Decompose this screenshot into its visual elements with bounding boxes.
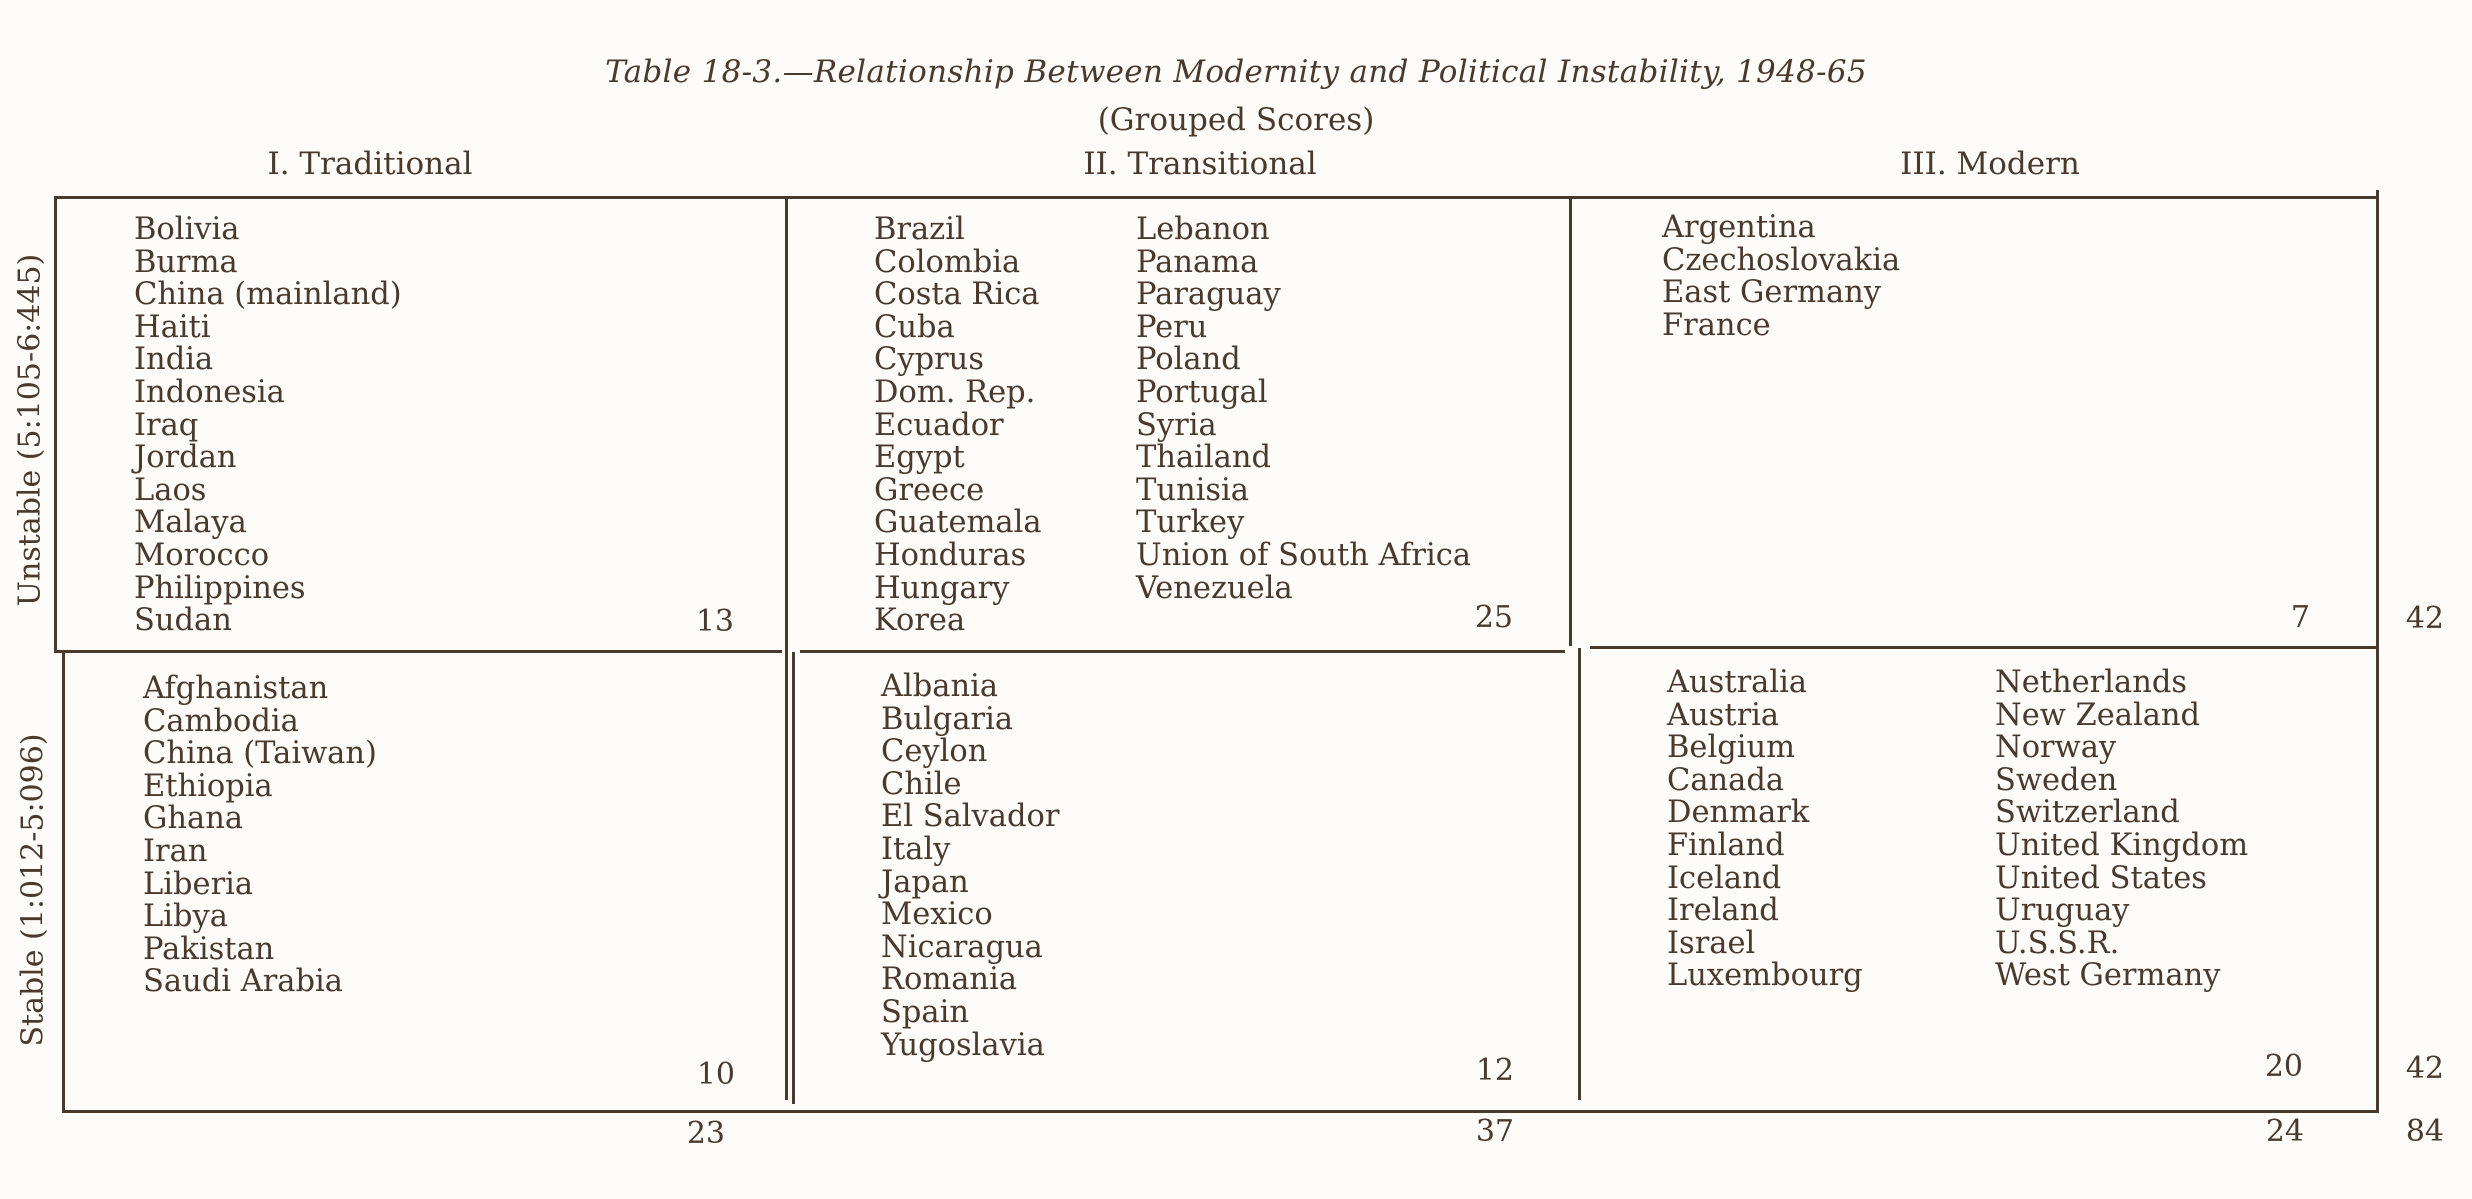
country-name: Spain [881,994,970,1030]
country-name: Israel [1667,925,1756,961]
country-name: Iraq [134,407,199,443]
country-name: India [134,342,214,378]
country-list [1662,212,1900,342]
country-name: Egypt [874,440,965,476]
cell-stable-transitional [795,653,1578,1110]
country-name: Denmark [1667,795,1810,831]
country-name: Ceylon [881,734,988,770]
country-name: Australia [1667,665,1808,700]
cell-count: 10 [696,1057,735,1092]
country-name: Cuba [874,309,955,345]
column-header-transitional: II. Transitional [1083,146,1317,182]
cell-unstable-modern [1572,196,2376,646]
country-name: China (mainland) [134,277,402,313]
column-total-transitional: 37 [1475,1114,1514,1149]
country-name: Sweden [1995,762,2118,798]
country-name: Czechoslovakia [1662,242,1901,278]
country-name: United States [1995,860,2207,896]
country-name: Pakistan [143,931,275,967]
cell-stable-traditional [65,653,792,1110]
country-name: Nicaragua [881,929,1043,965]
country-list [1995,667,2248,993]
country-name: Morocco [134,537,270,573]
country-name: Albania [881,669,999,704]
cell-count: 13 [695,604,734,639]
cell-count: 12 [1475,1053,1514,1088]
country-name: Peru [1136,309,1208,345]
country-name: Malaya [134,505,247,541]
cell-unstable-transitional [788,196,1569,650]
country-name: Paraguay [1136,277,1281,313]
country-name: Haiti [134,309,211,345]
country-name: Tunisia [1136,472,1249,508]
country-name: Finland [1667,827,1785,863]
row-label-stable: Stable (1:012-5:096) [15,733,51,1047]
country-name: China (Taiwan) [143,736,377,772]
country-name: Philippines [134,570,306,606]
country-name: Japan [881,864,969,900]
country-name: Indonesia [134,374,285,410]
row-total-unstable: 42 [2405,601,2444,636]
country-name: Poland [1136,342,1241,378]
country-name: Brazil [874,212,965,247]
grand-total: 84 [2405,1114,2444,1149]
country-name: United Kingdom [1995,827,2249,863]
country-name: Mexico [881,897,993,933]
country-name: Hungary [874,570,1010,606]
country-name: Lebanon [1136,212,1270,247]
country-name: Belgium [1667,730,1796,766]
country-name: Saudi Arabia [143,964,343,1000]
country-name: Greece [874,472,985,508]
country-name: Luxembourg [1667,958,1863,994]
country-name: Uruguay [1995,893,2130,929]
row-label-unstable: Unstable (5:105-6:445) [12,253,48,607]
table-subtitle: (Grouped Scores) [1097,102,1375,138]
country-name: Yugoslavia [881,1027,1045,1063]
country-name: Panama [1136,244,1259,280]
country-name: Argentina [1662,210,1816,245]
country-name: Ethiopia [143,768,273,804]
country-name: Ecuador [874,407,1004,443]
country-name: Thailand [1136,440,1272,476]
country-name: Laos [134,472,207,508]
country-name: Libya [143,899,228,935]
country-name: Burma [134,244,238,280]
country-name: Jordan [134,440,237,476]
country-name: Union of South Africa [1136,537,1472,573]
country-name: West Germany [1995,958,2221,994]
country-name: Iceland [1667,860,1782,896]
country-name: Sudan [134,603,232,639]
country-name: Switzerland [1995,795,2180,831]
cell-count: 20 [2264,1049,2303,1084]
country-name: New Zealand [1995,697,2201,733]
country-name: Ireland [1667,893,1779,929]
country-name: Venezuela [1136,570,1293,606]
country-name: Colombia [874,244,1021,280]
column-total-traditional: 23 [686,1116,725,1151]
country-name: Netherlands [1995,665,2188,700]
country-name: Syria [1136,407,1217,443]
row-total-stable: 42 [2405,1051,2444,1086]
country-list [1136,214,1471,605]
column-header-modern: III. Modern [1900,146,2080,182]
country-list [881,671,1059,1062]
country-name: El Salvador [881,799,1060,835]
country-name: France [1662,307,1771,343]
country-name: Bulgaria [881,701,1014,737]
country-name: Liberia [143,866,254,902]
country-name: Cambodia [143,703,299,739]
country-name: Austria [1667,697,1780,733]
country-name: Iran [143,833,208,869]
column-header-traditional: I. Traditional [267,146,473,182]
table-title: Table 18-3.—Relationship Between Modernity and Political Instability, 1948-65 [605,54,1867,90]
country-list [874,214,1042,638]
country-list [134,214,402,638]
cell-stable-modern [1581,649,2376,1110]
country-name: Honduras [874,537,1027,573]
country-name: Afghanistan [143,671,329,706]
country-name: Korea [874,603,966,639]
country-name: East Germany [1662,275,1882,311]
country-name: U.S.S.R. [1995,925,2120,961]
country-list [143,673,377,999]
cell-unstable-traditional [54,196,784,650]
country-name: Portugal [1136,374,1268,410]
country-list [1667,667,1863,993]
country-name: Cyprus [874,342,984,378]
country-name: Ghana [143,801,244,837]
country-name: Romania [881,962,1018,998]
country-name: Italy [881,831,951,867]
country-name: Chile [881,766,962,802]
country-name: Turkey [1136,505,1245,541]
column-total-modern: 24 [2265,1114,2304,1149]
country-name: Norway [1995,730,2117,766]
country-name: Dom. Rep. [874,374,1036,410]
country-name: Guatemala [874,505,1042,541]
cell-count: 7 [2290,600,2310,635]
cell-count: 25 [1474,600,1513,635]
country-name: Bolivia [134,212,240,247]
country-name: Costa Rica [874,277,1040,313]
country-name: Canada [1667,762,1785,798]
